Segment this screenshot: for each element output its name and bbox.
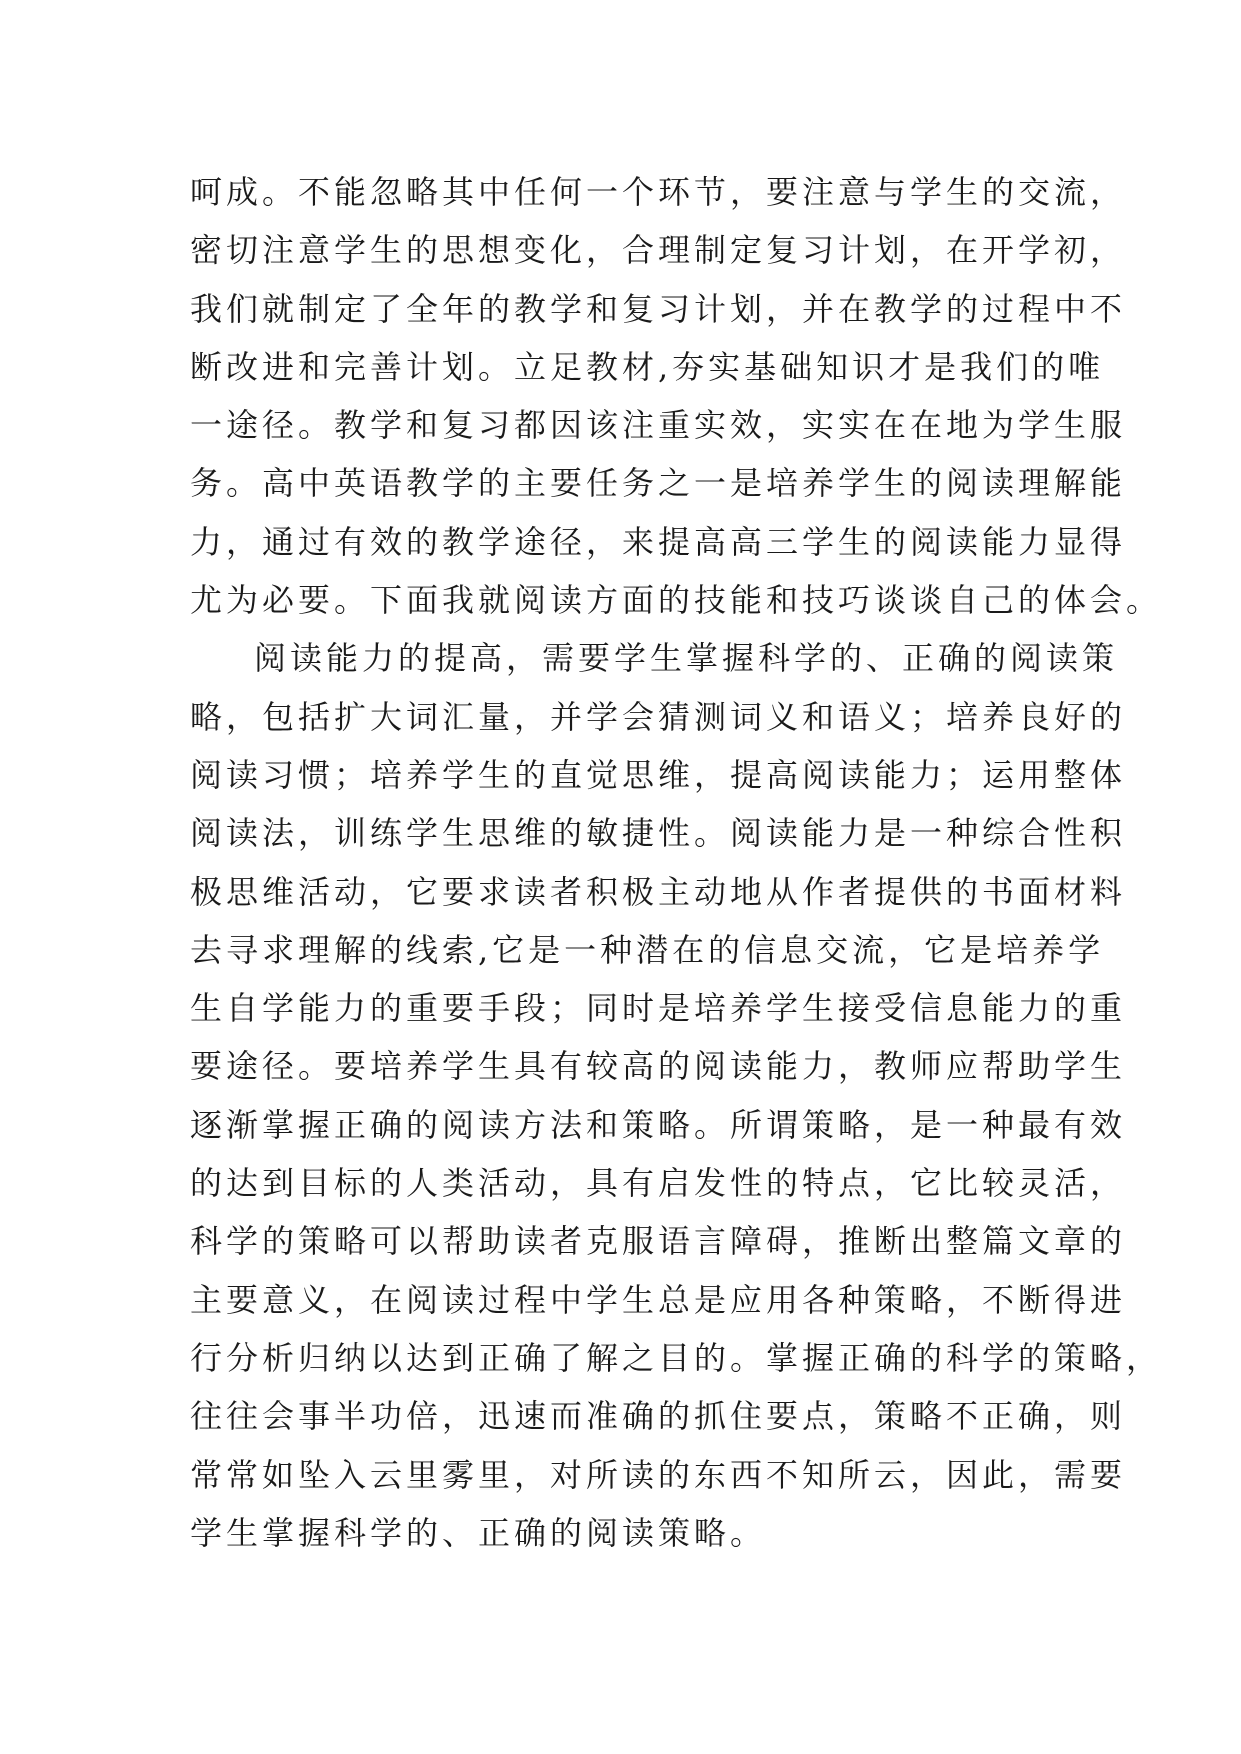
text-line: 去寻求理解的线索,它是一种潜在的信息交流，它是培养学 — [190, 930, 1105, 969]
text-line: 极思维活动，它要求读者积极主动地从作者提供的书面材料 — [190, 872, 1127, 911]
paragraph-2 — [190, 629, 1163, 1562]
text-line: 往往会事半功倍，迅速而准确的抓住要点，策略不正确，则 — [190, 1397, 1127, 1436]
text-line: 密切注意学生的思想变化，合理制定复习计划，在开学初， — [190, 231, 1127, 270]
text-line: 阅读习惯；培养学生的直觉思维，提高阅读能力；运用整体 — [190, 755, 1127, 794]
text-line: 略，包括扩大词汇量，并学会猜测词义和语义；培养良好的 — [190, 697, 1127, 736]
text-line: 生自学能力的重要手段；同时是培养学生接受信息能力的重 — [190, 989, 1127, 1028]
paragraph-1 — [190, 163, 1163, 629]
text-line: 阅读法，训练学生思维的敏捷性。阅读能力是一种综合性积 — [190, 814, 1127, 853]
text-line: 主要意义，在阅读过程中学生总是应用各种策略，不断得进 — [190, 1280, 1127, 1319]
text-line: 断改进和完善计划。立足教材,夯实基础知识才是我们的唯 — [190, 347, 1105, 386]
text-line: 尤为必要。下面我就阅读方面的技能和技巧谈谈自己的体会。 — [190, 581, 1163, 620]
text-line: 行分析归纳以达到正确了解之目的。掌握正确的科学的策略， — [190, 1338, 1163, 1377]
text-line: 力，通过有效的教学途径，来提高高三学生的阅读能力显得 — [190, 522, 1127, 561]
text-line: 务。高中英语教学的主要任务之一是培养学生的阅读理解能 — [190, 464, 1127, 503]
text-line: 呵成。不能忽略其中任何一个环节，要注意与学生的交流， — [190, 173, 1127, 211]
text-line: 的达到目标的人类活动，具有启发性的特点，它比较灵活， — [190, 1164, 1127, 1203]
text-line: 常常如坠入云里雾里，对所读的东西不知所云，因此，需要 — [190, 1455, 1127, 1494]
text-line: 我们就制定了全年的教学和复习计划，并在教学的过程中不 — [190, 289, 1127, 328]
text-line: 学生掌握科学的、正确的阅读策略。 — [190, 1513, 767, 1552]
text-line: 逐渐掌握正确的阅读方法和策略。所谓策略，是一种最有效 — [190, 1105, 1127, 1144]
body-text — [190, 163, 1163, 1562]
text-line: 要途径。要培养学生具有较高的阅读能力，教师应帮助学生 — [190, 1047, 1127, 1086]
text-line: 阅读能力的提高，需要学生掌握科学的、正确的阅读策 — [254, 639, 1119, 678]
text-line: 一途径。教学和复习都因该注重实效，实实在在地为学生服 — [190, 406, 1127, 445]
text-line: 科学的策略可以帮助读者克服语言障碍，推断出整篇文章的 — [190, 1222, 1127, 1261]
